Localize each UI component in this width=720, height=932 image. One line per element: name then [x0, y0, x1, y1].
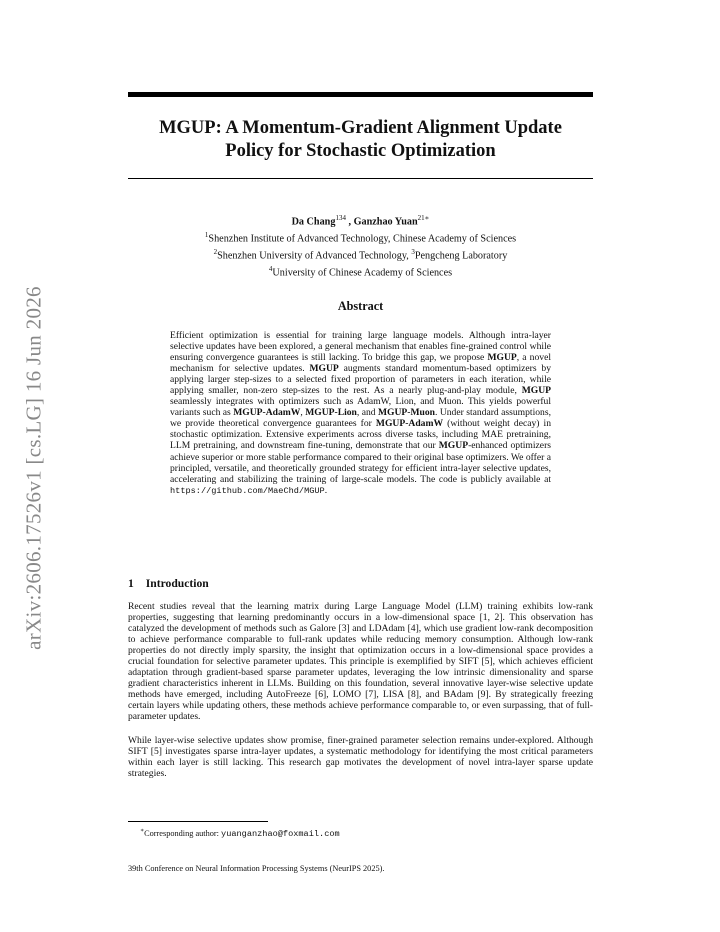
arxiv-identifier-stamp: arXiv:2606.17526v1 [cs.LG] 16 Jun 2026 [21, 286, 46, 650]
section-title-text: Introduction [145, 577, 209, 590]
author-2-name: Ganzhao Yuan [353, 216, 418, 228]
title-bottom-rule [128, 178, 593, 179]
affiliation-3-marker: 3 [411, 247, 415, 256]
affiliation-2-text: Shenzhen University of Advanced Technology, [217, 250, 412, 262]
affiliation-4-marker: 4 [268, 264, 273, 273]
author-2-affiliations: 21∗ [417, 214, 430, 222]
affiliation-4-text: University of Chinese Academy of Sciences [272, 267, 453, 279]
footnote-marker: ∗ [140, 828, 145, 834]
abstract-body: Efficient optimization is essential for training large language models. Although intra-layer selective updates have been explored, a general mechanism that enables fine-grained control while ensuring convergence guarantees is still lacking. To bridge this gap, we propose MGUP, a novel mechanism for selective updates. MGUP augments standard momentum-based optimizers by applying larger step-sizes to a selected fixed proportion of parameters in each iteration, while applying smaller, non-zero step-sizes to the rest. As a nearly plug-and-play module, MGUP seamlessly integrates with optimizers such as AdamW, Lion, and Muon. This yields powerful variants such as MGUP-AdamW, MGUP-Lion, and MGUP-Muon. Under standard assumptions, we provide theoretical convergence guarantees for MGUP-AdamW (without weight decay) in stochastic optimization. Extensive experiments across diverse tasks, including MAE pretraining, LLM pretraining, and downstream fine-tuning, demonstrate that our MGUP-enhanced optimizers achieve superior or more stable performance compared to their original base optimizers. We offer a principled, versatile, and theoretically grounded strategy for efficient intra-layer selective updates, accelerating and stabilizing the training of large-scale models. The code is publicly available at https://github.com/MaeChd/MGUP. [170, 330, 551, 496]
title-top-rule [128, 92, 593, 97]
title-line-1: MGUP: A Momentum-Gradient Alignment Update [159, 118, 562, 138]
affiliation-1-marker: 1 [204, 230, 209, 239]
introduction-paragraph-1: Recent studies reveal that the learning matrix during Large Language Model (LLM) training exhibits low-rank properties, suggesting that learning predominantly occurs in a low-dimensional space [1, 2]. This observation has catalyzed the development of methods such as Galore [3] and LDAdam [4], which use gradient low-rank decomposition to achieve performance comparable to full-rank updates while reducing memory consumption. Although low-rank properties do not directly imply sparsity, the insight that optimization occurs in a low-dimensional space provides a crucial foundation for selective parameter updates. This principle is exemplified by SIFT [5], which achieves efficient adaptation through gradient-based sparse parameter updates, leveraging the low intrinsic dimensionality and sparse gradient characteristics inherent in LLMs. Building on this foundation, several innovative layer-wise selective update methods have emerged, including AutoFreeze [6], LOMO [7], LISA [8], and BAdam [9]. By strategically freezing certain layers while updating others, these methods achieve performance comparable to, or even surpassing, that of full-parameter updates. [128, 601, 593, 723]
footnote-label: Corresponding author: [144, 828, 222, 838]
code-repository-link[interactable]: https://github.com/MaeChd/MGUP [170, 485, 325, 496]
affiliation-3-text: Pengcheng Laboratory [414, 250, 508, 262]
introduction-paragraph-2: While layer-wise selective updates show promise, finer-grained parameter selection remains under-explored. Although SIFT [5] investigates sparse intra-layer updates, a systematic methodology for identifying the most critical parameters within each layer is still lacking. This research gap motivates the development of novel intra-layer sparse update strategies. [128, 735, 593, 780]
footnote-rule [128, 821, 268, 822]
affiliation-4 [128, 263, 593, 280]
footnote-corresponding-author [140, 826, 340, 839]
affiliation-1-text: Shenzhen Institute of Advanced Technology, Chinese Academy of Sciences [208, 233, 517, 245]
author-separator: , [345, 216, 354, 228]
affiliation-1 [128, 229, 593, 246]
affiliation-2-marker: 2 [213, 247, 218, 256]
section-number: 1 [128, 577, 134, 590]
author-1-affiliations: 134 [335, 214, 346, 222]
affiliation-2-3 [128, 246, 593, 263]
corresponding-email[interactable]: yuanganzhao@foxmail.com [221, 828, 340, 839]
author-block [128, 212, 593, 280]
conference-note: 39th Conference on Neural Information Processing Systems (NeurIPS 2025). [128, 864, 385, 873]
abstract-heading: Abstract [337, 299, 384, 313]
author-1-name: Da Chang [291, 216, 336, 228]
section-heading-introduction [128, 577, 209, 590]
paper-title [128, 117, 593, 163]
author-names [128, 212, 593, 229]
title-line-2: Policy for Stochastic Optimization [225, 141, 496, 161]
